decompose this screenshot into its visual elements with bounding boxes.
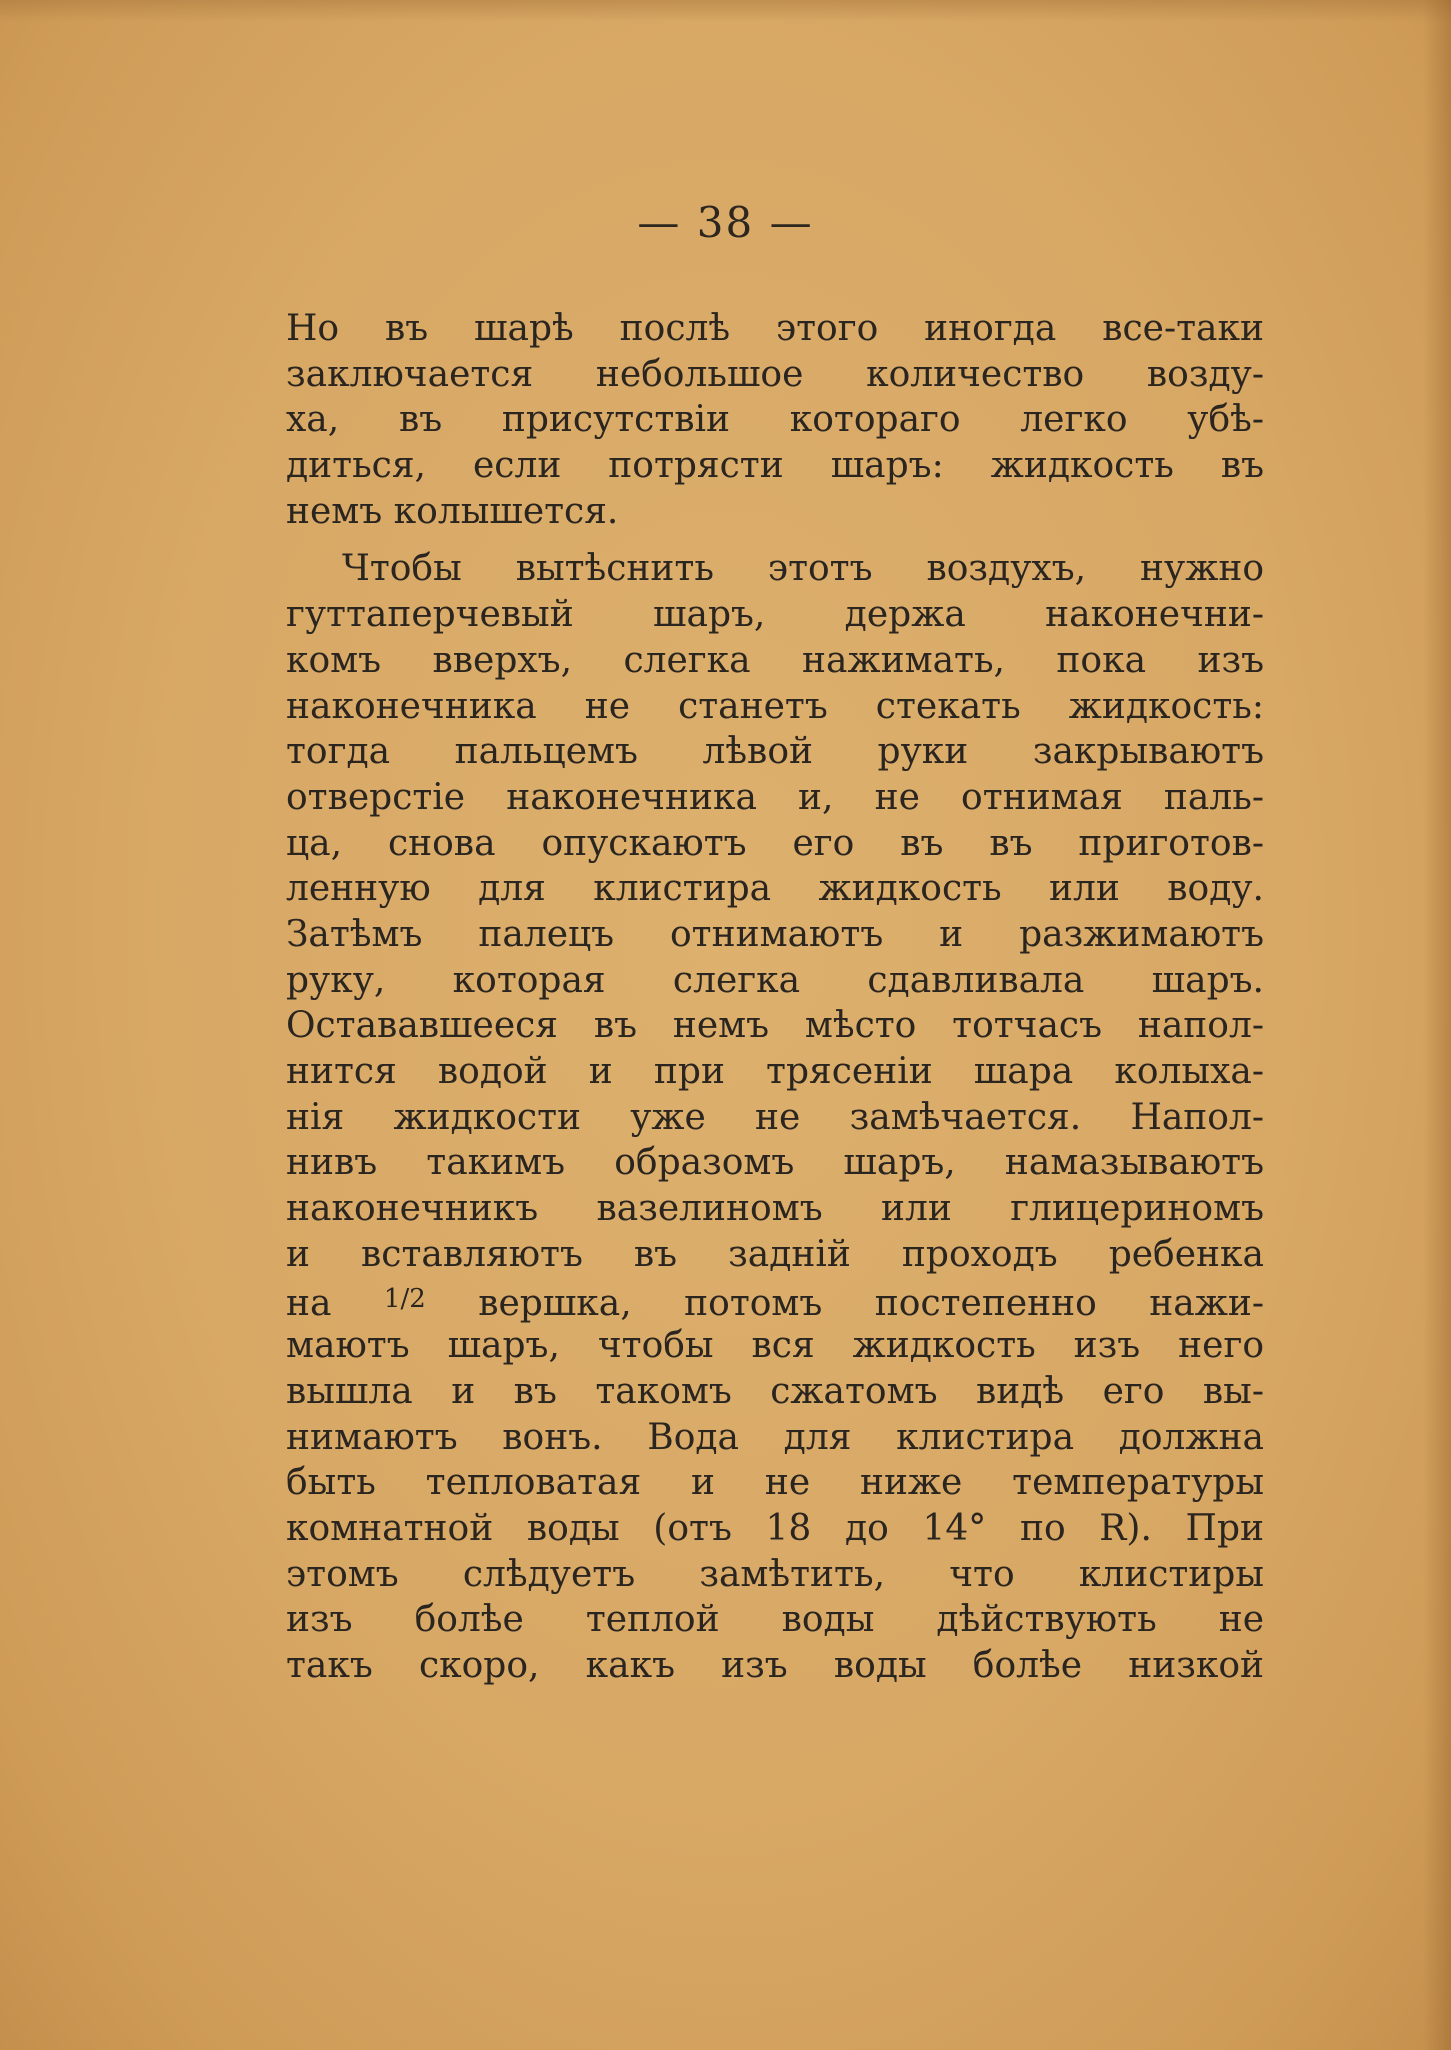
text-line: Остававшееся въ немъ мѣсто тотчасъ напол- [286, 1005, 1264, 1047]
text-line: наконечника не станетъ стекать жидкость: [286, 685, 1264, 727]
text-line: заключается небольшое количество возду- [286, 353, 1264, 395]
text-line: отверстіе наконечника и, не отнимая паль- [286, 776, 1264, 818]
text-line: Но въ шарѣ послѣ этого иногда все-таки [286, 308, 1264, 349]
text-line: наконечникъ вазелиномъ или глицериномъ [286, 1188, 1264, 1230]
page-top-shadow [0, 0, 1451, 22]
text-line: руку, которая слегка сдавливала шаръ. [286, 959, 1264, 1001]
text-line-with-fraction [286, 1277, 1264, 1323]
text-line: изъ болѣе теплой воды дѣйствують не [286, 1599, 1264, 1641]
text-line: тогда пальцемъ лѣвой руки закрываютъ [286, 731, 1264, 773]
text-line: ха, въ присутствіи котораго легко убѣ- [286, 399, 1264, 441]
text-line: Затѣмъ палецъ отнимаютъ и разжимаютъ [286, 913, 1264, 955]
text-line: ца, снова опускаютъ его въ въ приготов- [286, 822, 1264, 864]
text-line: диться, если потрясти шаръ: жидкость въ [286, 445, 1264, 487]
text-line: такъ скоро, какъ изъ воды болѣе низкой [286, 1644, 1264, 1686]
line-end: вершка, потомъ постепенно нажи- [425, 1283, 1264, 1324]
text-line: Чтобы вытѣснить этотъ воздухъ, нужно [342, 548, 1264, 590]
line-start: на [286, 1283, 384, 1324]
text-line: маютъ шаръ, чтобы вся жидкость изъ него [286, 1325, 1264, 1367]
body-text [286, 306, 1264, 1689]
text-line: комнатной воды (отъ 18 до 14° по R). При [286, 1507, 1264, 1549]
text-line: нія жидкости уже не замѣчается. Напол- [286, 1096, 1264, 1138]
text-line: нивъ такимъ образомъ шаръ, намазываютъ [286, 1142, 1264, 1184]
page-number: — 38 — [637, 198, 814, 247]
text-line: нимаютъ вонъ. Вода для клистира должна [286, 1416, 1264, 1458]
text-line: этомъ слѣдуетъ замѣтить, что клистиры [286, 1553, 1264, 1595]
text-line: гуттаперчевый шаръ, держа наконечни- [286, 594, 1264, 636]
page-right-shadow [1423, 0, 1451, 2050]
fraction-one-half: 1/2 [383, 1284, 426, 1315]
paragraph-gap [286, 534, 1264, 546]
text-line: быть тепловатая и не ниже температуры [286, 1462, 1264, 1504]
text-line: немъ колышется. [286, 490, 619, 532]
text-line: и вставляютъ въ заднiй проходъ ребенка [286, 1233, 1264, 1275]
text-line: вышла и въ такомъ сжатомъ видѣ его вы- [286, 1370, 1264, 1412]
text-line: ленную для клистира жидкость или воду. [286, 868, 1264, 910]
text-line: нится водой и при трясеніи шара колыха- [286, 1051, 1264, 1092]
text-line: комъ вверхъ, слегка нажимать, пока изъ [286, 639, 1264, 681]
